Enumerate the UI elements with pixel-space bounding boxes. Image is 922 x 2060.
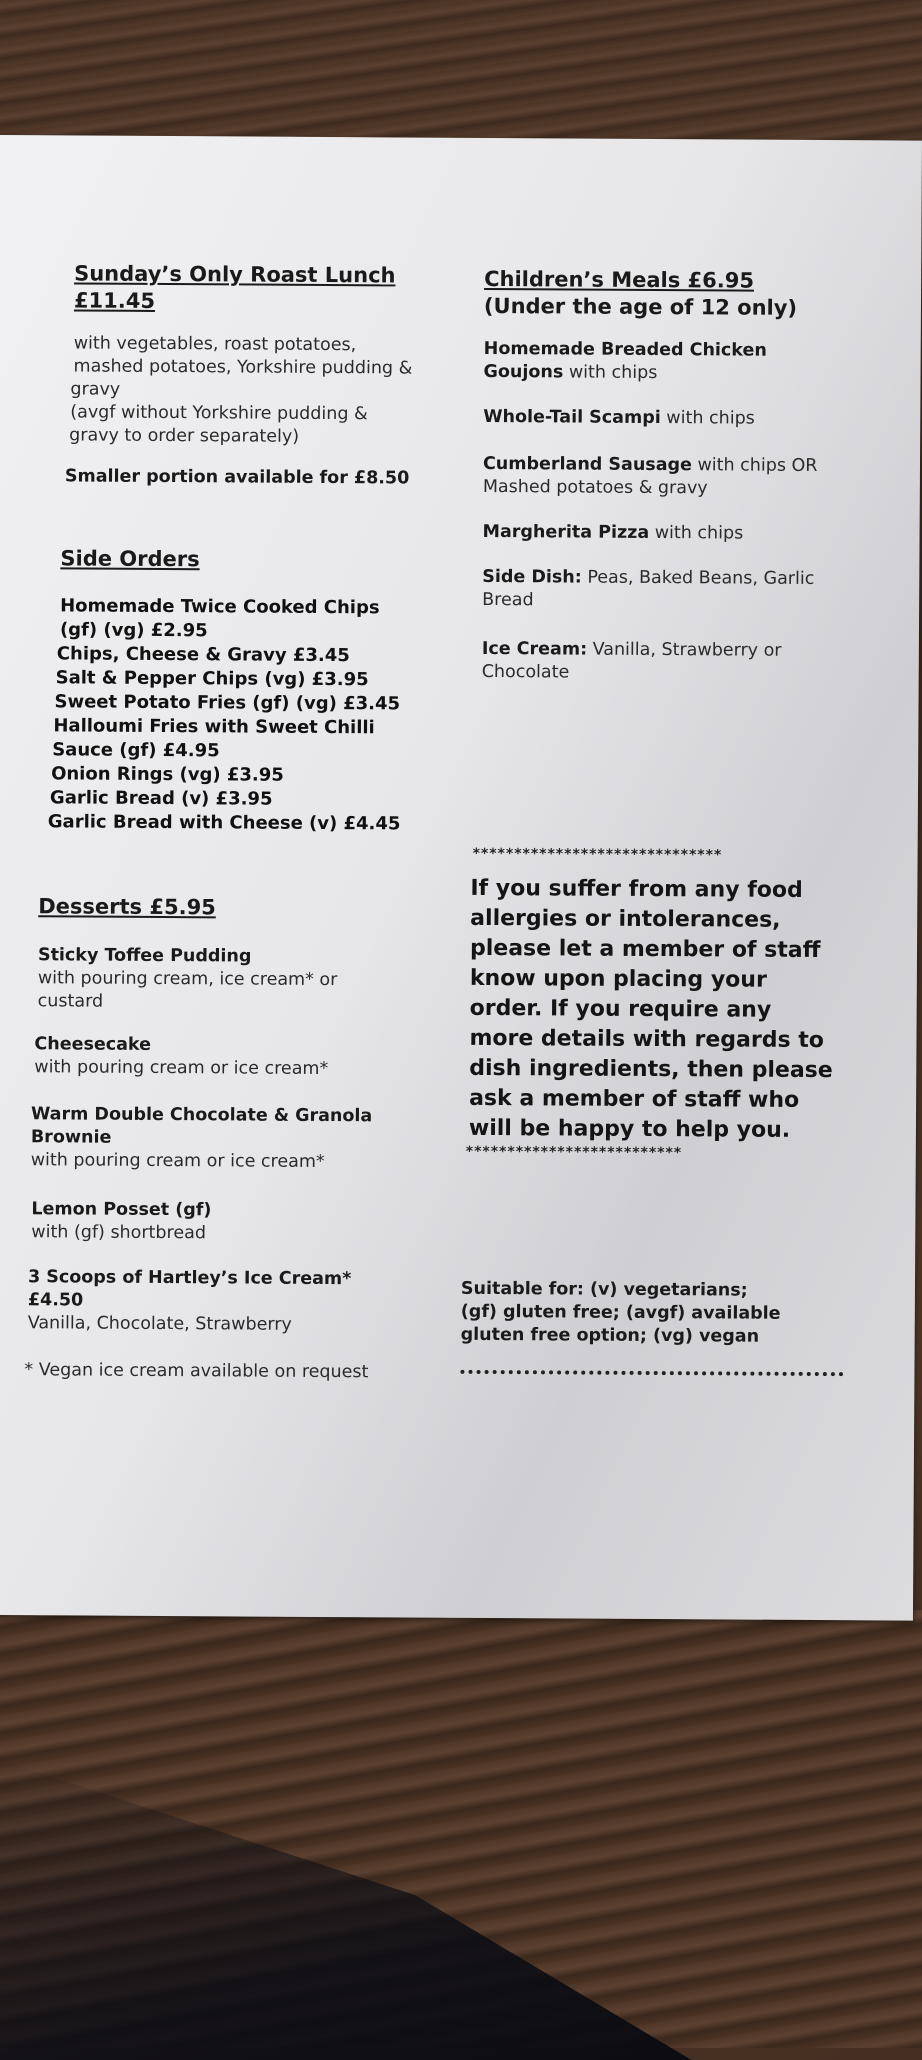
sunday-roast-desc-3: gravy: [70, 379, 121, 400]
side-line-9: Garlic Bread (v) £3.95: [49, 787, 273, 810]
dessert-desc: custard: [37, 991, 104, 1012]
sunday-roast-title: Sunday’s Only Roast Lunch: [74, 261, 396, 288]
childrens-item-name: Side Dish:: [482, 566, 582, 588]
dietary-key: [461, 1278, 881, 1350]
smaller-portion-note: Smaller portion available for £8.50: [64, 466, 410, 489]
dessert-name: Cheesecake: [34, 1034, 152, 1055]
childrens-item-desc: with chips OR: [691, 455, 818, 476]
vegan-ice-cream-footnote: * Vegan ice cream available on request: [24, 1360, 369, 1383]
allergy-line-9: will be happy to help you.: [468, 1115, 791, 1143]
childrens-item-name: Homemade Breaded Chicken: [483, 338, 767, 361]
dessert-desc: with pouring cream or ice cream*: [30, 1150, 325, 1173]
dessert-name: Sticky Toffee Pudding: [37, 945, 252, 967]
childrens-item-name: Margherita Pizza: [482, 521, 650, 543]
desserts-title: Desserts £5.95: [38, 894, 216, 920]
childrens-item: [483, 406, 883, 431]
dessert-item: [31, 1198, 416, 1246]
childrens-item-desc-cont: Chocolate: [481, 661, 570, 683]
sunday-roast-desc-2: mashed potatoes, Yorkshire pudding &: [73, 356, 413, 379]
side-line-5: Sweet Potato Fries (gf) (vg) £3.45: [54, 691, 401, 715]
menu-sheet: [0, 135, 922, 1621]
dessert-name-cont: £4.50: [27, 1290, 84, 1311]
dotted-rule: [460, 1370, 843, 1376]
dessert-name: 3 Scoops of Hartley’s Ice Cream*: [27, 1267, 352, 1290]
dessert-desc: with pouring cream, ice cream* or: [37, 968, 338, 991]
dietary-key-line-2: (gf) gluten free; (avgf) available: [460, 1301, 781, 1324]
stars-divider-bottom: **************************: [465, 1143, 683, 1162]
childrens-item-name: Cumberland Sausage: [482, 453, 693, 476]
side-line-6: Halloumi Fries with Sweet Chilli: [53, 715, 375, 739]
dessert-name: Lemon Posset (gf): [31, 1199, 212, 1221]
side-line-10: Garlic Bread with Cheese (v) £4.45: [47, 811, 401, 835]
side-orders-section: [47, 545, 441, 836]
childrens-item: [483, 338, 883, 386]
dessert-item: [38, 944, 418, 1015]
sunday-roast-desc-1: with vegetables, roast potatoes,: [73, 333, 357, 356]
dessert-item: [31, 1103, 417, 1174]
sunday-roast-section: [64, 260, 434, 490]
side-line-3: Chips, Cheese & Gravy £3.45: [56, 643, 350, 667]
allergy-line-7: dish ingredients, then please: [469, 1055, 833, 1084]
allergy-line-4: know upon placing your: [469, 965, 767, 993]
childrens-item: [482, 638, 882, 686]
dessert-item: [34, 1033, 417, 1081]
dessert-item: [28, 1266, 416, 1337]
dessert-desc: with (gf) shortbread: [31, 1222, 207, 1244]
childrens-item-desc-cont: Mashed potatoes & gravy: [482, 476, 708, 499]
side-line-2: (gf) (vg) £2.95: [59, 619, 208, 642]
side-line-7: Sauce (gf) £4.95: [52, 739, 220, 762]
childrens-item-name-cont: Goujons: [483, 361, 564, 383]
dessert-name-cont: Brownie: [30, 1127, 112, 1148]
allergy-notice: [465, 845, 891, 1163]
wooden-table-top: [0, 0, 922, 140]
desserts-section: [24, 893, 418, 1384]
dessert-name: Warm Double Chocolate & Granola: [30, 1104, 373, 1127]
dietary-key-line-3: gluten free option; (vg) vegan: [460, 1324, 760, 1347]
childrens-item-name: Ice Cream:: [481, 638, 588, 660]
childrens-item-name: Whole-Tail Scampi: [483, 406, 661, 429]
sunday-roast-price: £11.45: [73, 288, 156, 313]
childrens-item-desc: with chips: [649, 522, 744, 544]
side-line-4: Salt & Pepper Chips (vg) £3.95: [55, 667, 369, 691]
childrens-meals-title: Children’s Meals £6.95: [484, 266, 755, 293]
childrens-item-desc: Vanilla, Strawberry or: [587, 639, 782, 661]
childrens-item: [482, 566, 882, 614]
dietary-key-line-1: Suitable for: (v) vegetarians;: [460, 1278, 748, 1301]
allergy-line-8: ask a member of staff who: [469, 1085, 800, 1113]
side-orders-title: Side Orders: [60, 546, 200, 572]
allergy-line-3: please let a member of staff: [469, 935, 821, 964]
childrens-item-desc: with chips: [563, 362, 658, 384]
childrens-item-desc-cont: Bread: [482, 589, 534, 611]
childrens-item-desc: with chips: [660, 408, 755, 429]
childrens-item: [483, 521, 883, 546]
side-line-1: Homemade Twice Cooked Chips: [60, 595, 380, 619]
stars-divider-top: ******************************: [472, 845, 723, 864]
childrens-meals-section: [482, 266, 885, 686]
childrens-item: [483, 453, 883, 501]
sunday-roast-desc-4: (avgf without Yorkshire pudding &: [70, 402, 368, 425]
allergy-line-1: If you suffer from any food: [470, 875, 803, 903]
side-line-8: Onion Rings (vg) £3.95: [51, 763, 284, 786]
dessert-desc: with pouring cream or ice cream*: [34, 1057, 329, 1080]
childrens-item-desc: Peas, Baked Beans, Garlic: [581, 567, 815, 589]
dessert-desc: Vanilla, Chocolate, Strawberry: [27, 1313, 292, 1335]
sunday-roast-desc-5: gravy to order separately): [69, 425, 300, 447]
childrens-meals-subtitle: (Under the age of 12 only): [483, 293, 798, 320]
allergy-line-5: order. If you require any: [469, 995, 772, 1023]
allergy-line-6: more details with regards to: [469, 1025, 824, 1054]
allergy-line-2: allergies or intolerances,: [470, 905, 781, 933]
